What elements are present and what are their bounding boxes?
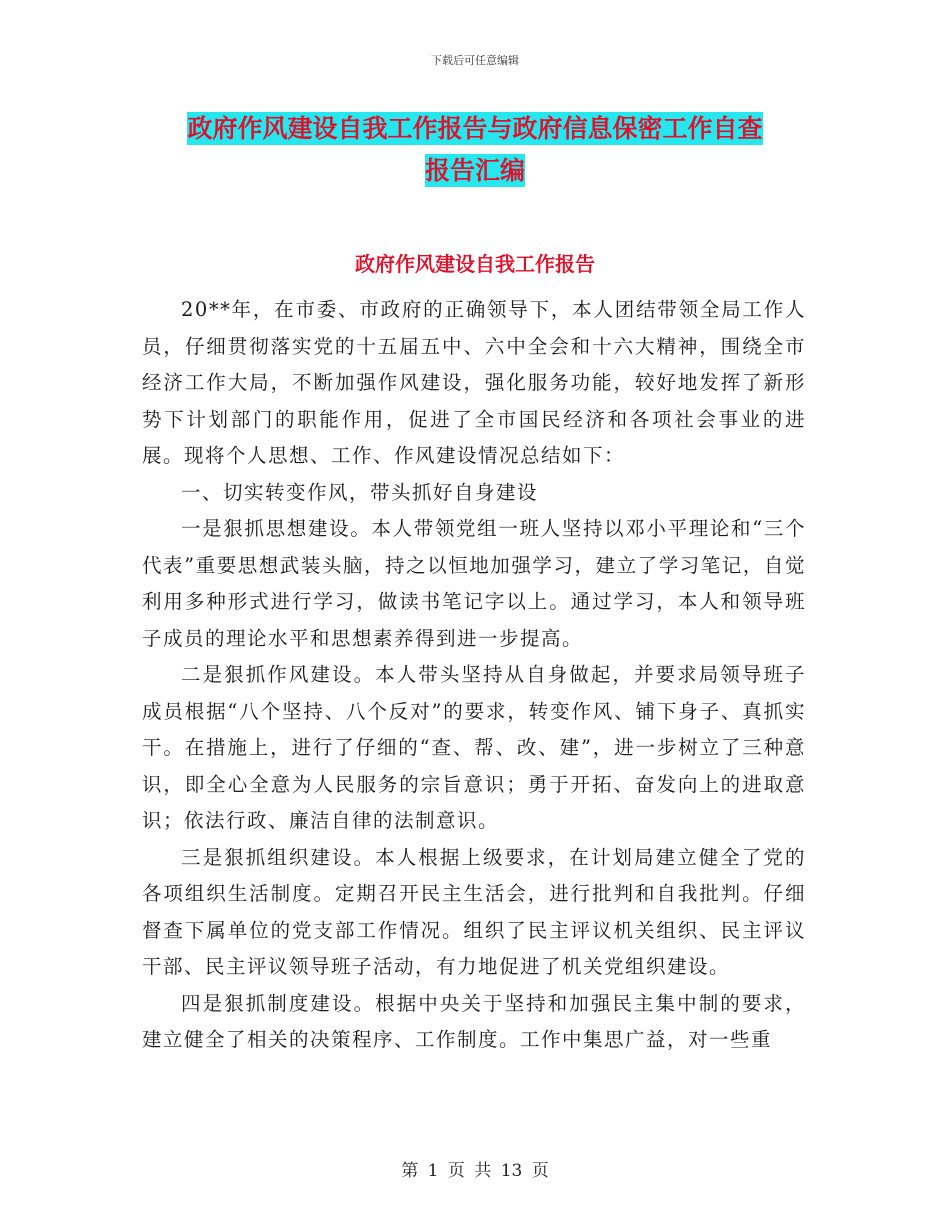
document-title-line-1: 政府作风建设自我工作报告与政府信息保密工作自查: [187, 114, 763, 143]
page-footer: 第 1 页 共 13 页: [401, 1161, 549, 1181]
paragraph-system-building: 四是狠抓制度建设。根据中央关于坚持和加强民主集中制的要求，建立健全了相关的决策程序、工作制度。工作中集思广益，对一些重: [142, 991, 806, 1051]
paragraph-organization-building: 三是狠抓组织建设。本人根据上级要求，在计划局建立健全了党的各项组织生活制度。定期召开民主生活会，进行批判和自我批判。仔细督查下属单位的党支部工作情况。组织了民主评议机关组织、民主评议干部、民主评议领导班子活动，有力地促进了机关党组织建设。: [142, 845, 806, 978]
section-title: 政府作风建设自我工作报告: [355, 252, 595, 276]
document-title-line-2: 报告汇编: [424, 156, 525, 185]
document-body: [142, 292, 806, 1059]
paragraph-heading-1: 一、切实转变作风，带头抓好自身建设: [181, 480, 539, 504]
header-note: 下载后可任意编辑: [431, 54, 519, 67]
paragraph-intro: 20**年，在市委、市政府的正确领导下，本人团结带领全局工作人员，仔细贯彻落实党的十五届五中、六中全会和十六大精神，围绕全市经济工作大局，不断加强作风建设，强化服务功能，较好地发挥了新形势下计划部门的职能作用，促进了全市国民经济和各项社会事业的进展。现将个人思想、工作、作风建设情况总结如下：: [142, 298, 806, 467]
paragraph-thought-building: 一是狠抓思想建设。本人带领党组一班人坚持以邓小平理论和“三个代表”重要思想武装头脑，持之以恒地加强学习，建立了学习笔记，自觉利用多种形式进行学习，做读书笔记字以上。通过学习，本人和领导班子成员的理论水平和思想素养得到进一步提高。: [142, 517, 806, 650]
paragraph-style-building: 二是狠抓作风建设。本人带头坚持从自身做起，并要求局领导班子成员根据“八个坚持、八个反对”的要求，转变作风、铺下身子、真抓实干。在措施上，进行了仔细的“查、帮、改、建”，进一步树立了三种意识，即全心全意为人民服务的宗旨意识；勇于开拓、奋发向上的进取意识；依法行政、廉洁自律的法制意识。: [142, 663, 806, 832]
document-title: [140, 108, 810, 192]
